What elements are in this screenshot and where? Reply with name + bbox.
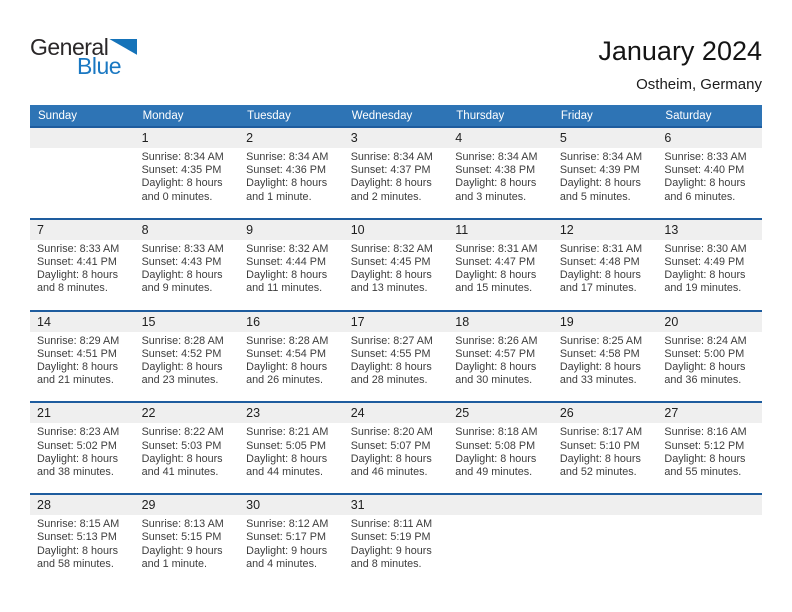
daylight-text: Daylight: 8 hours: [37, 544, 119, 557]
day-number-31: 31: [350, 498, 365, 513]
daylight-text: Daylight: 9 hours: [141, 544, 223, 557]
day-number-27: 27: [664, 406, 679, 421]
day-number-4: 4: [455, 131, 463, 145]
sunset-text: Sunset: 4:41 PM: [37, 256, 117, 269]
daylight-text: and 15 minutes.: [455, 282, 533, 295]
day-details-empty: [30, 151, 135, 204]
sunset-text: Sunset: 5:07 PM: [350, 439, 431, 452]
daylight-text: and 44 minutes.: [246, 466, 323, 479]
day-details-4: [448, 151, 553, 204]
date-band-week-1: [30, 128, 762, 148]
day-number-5: 5: [559, 131, 567, 145]
day-details-17: [344, 335, 449, 388]
sunrise-text: Sunrise: 8:30 AM: [664, 242, 747, 255]
day-number-25: 25: [455, 406, 470, 421]
day-details-8: [135, 243, 240, 296]
daylight-text: Daylight: 8 hours: [455, 452, 537, 465]
title-block: [598, 36, 762, 93]
week-row-4: [30, 401, 762, 493]
day-details-16: [239, 335, 344, 388]
daylight-text: Daylight: 8 hours: [664, 177, 746, 190]
daylight-text: and 26 minutes.: [246, 374, 323, 387]
week-row-1: [30, 126, 762, 218]
sunrise-text: Sunrise: 8:12 AM: [246, 518, 329, 531]
daylight-text: and 55 minutes.: [664, 466, 742, 479]
daylight-text: and 33 minutes.: [559, 374, 637, 387]
sunrise-text: Sunrise: 8:32 AM: [246, 242, 329, 255]
sunset-text: Sunset: 4:39 PM: [559, 164, 640, 177]
daylight-text: Daylight: 8 hours: [559, 269, 641, 282]
sunset-text: Sunset: 4:45 PM: [350, 256, 431, 269]
day-number-18: 18: [455, 314, 470, 329]
daylight-text: and 6 minutes.: [664, 190, 736, 203]
sunset-text: Sunset: 5:08 PM: [455, 439, 536, 452]
sunrise-text: Sunrise: 8:17 AM: [559, 426, 643, 439]
weekday-header-friday: Friday: [560, 109, 593, 122]
sunset-text: Sunset: 5:02 PM: [37, 439, 117, 452]
day-number-28: 28: [37, 498, 51, 513]
sunrise-text: Sunrise: 8:29 AM: [37, 334, 120, 347]
sunset-text: Sunset: 4:40 PM: [664, 164, 745, 177]
sunrise-text: Sunrise: 8:28 AM: [246, 334, 329, 347]
sunrise-text: Sunrise: 8:13 AM: [141, 518, 224, 531]
sunrise-text: Sunrise: 8:23 AM: [37, 426, 120, 439]
day-number-26: 26: [559, 406, 574, 421]
sunset-text: Sunset: 4:35 PM: [141, 164, 222, 177]
daylight-text: and 4 minutes.: [246, 557, 317, 570]
sunset-text: Sunset: 4:38 PM: [455, 164, 536, 177]
day-details-9: [239, 243, 344, 296]
daylight-text: Daylight: 8 hours: [350, 452, 432, 465]
sunset-text: Sunset: 5:03 PM: [141, 439, 222, 452]
week-row-2: [30, 218, 762, 310]
day-details-31: [344, 518, 449, 571]
daylight-text: Daylight: 8 hours: [141, 269, 223, 282]
weekday-header-tuesday: Tuesday: [247, 109, 291, 122]
day-details-3: [344, 151, 449, 204]
sunrise-text: Sunrise: 8:25 AM: [559, 334, 643, 347]
day-number-15: 15: [141, 314, 156, 329]
day-details-20: [657, 335, 762, 388]
daylight-text: and 1 minute.: [246, 190, 312, 203]
daylight-text: Daylight: 8 hours: [246, 269, 328, 282]
day-number-17: 17: [350, 314, 365, 329]
daylight-text: and 36 minutes.: [664, 374, 742, 387]
day-details-2: [239, 151, 344, 204]
daylight-text: and 23 minutes.: [141, 374, 219, 387]
day-details-10: [344, 243, 449, 296]
sunset-text: Sunset: 4:48 PM: [559, 256, 640, 269]
day-details-empty: [553, 518, 658, 571]
daylight-text: and 8 minutes.: [350, 557, 422, 570]
sunset-text: Sunset: 5:10 PM: [559, 439, 640, 452]
date-band-week-4: [30, 403, 762, 423]
day-number-30: 30: [246, 498, 261, 513]
daylight-text: and 2 minutes.: [350, 190, 422, 203]
daylight-text: and 11 minutes.: [246, 282, 323, 295]
daylight-text: and 28 minutes.: [350, 374, 428, 387]
sunrise-text: Sunrise: 8:27 AM: [350, 334, 433, 347]
location-subtitle: Ostheim, Germany: [636, 76, 762, 93]
daylight-text: Daylight: 8 hours: [559, 361, 641, 374]
daylight-text: and 9 minutes.: [141, 282, 213, 295]
daylight-text: Daylight: 8 hours: [664, 361, 746, 374]
day-details-7: [30, 243, 135, 296]
daylight-text: Daylight: 8 hours: [37, 269, 119, 282]
weeks-container: [30, 126, 762, 585]
daylight-text: and 52 minutes.: [559, 466, 637, 479]
daylight-text: Daylight: 8 hours: [350, 361, 432, 374]
daylight-text: Daylight: 8 hours: [455, 177, 537, 190]
day-details-24: [344, 426, 449, 479]
details-band-week-2: [30, 240, 762, 310]
daylight-text: and 0 minutes.: [141, 190, 213, 203]
logo-text-general: General: [30, 34, 109, 60]
day-details-26: [553, 426, 658, 479]
day-number-11: 11: [455, 222, 469, 237]
weekday-header-wednesday: Wednesday: [351, 109, 413, 122]
daylight-text: Daylight: 8 hours: [455, 269, 537, 282]
day-details-14: [30, 335, 135, 388]
day-details-empty: [657, 518, 762, 571]
sunrise-text: Sunrise: 8:31 AM: [559, 242, 643, 255]
day-details-23: [239, 426, 344, 479]
sunrise-text: Sunrise: 8:34 AM: [455, 151, 538, 163]
page-header: [30, 0, 762, 100]
daylight-text: Daylight: 8 hours: [37, 452, 119, 465]
sunrise-text: Sunrise: 8:33 AM: [664, 151, 747, 163]
daylight-text: and 58 minutes.: [37, 557, 114, 570]
day-number-19: 19: [559, 314, 574, 329]
date-band-week-2: [30, 220, 762, 240]
day-number-13: 13: [664, 222, 679, 237]
day-number-21: 21: [37, 406, 51, 421]
day-number-22: 22: [141, 406, 156, 421]
day-details-15: [135, 335, 240, 388]
weekday-header-thursday: Thursday: [456, 109, 505, 122]
day-number-24: 24: [350, 406, 365, 421]
daylight-text: and 1 minute.: [141, 557, 207, 570]
daylight-text: Daylight: 8 hours: [350, 177, 432, 190]
day-details-12: [553, 243, 658, 296]
day-details-18: [448, 335, 553, 388]
day-details-1: [135, 151, 240, 204]
weekday-header-monday: Monday: [142, 109, 184, 122]
day-details-6: [657, 151, 762, 204]
sunrise-text: Sunrise: 8:24 AM: [664, 334, 747, 347]
sunset-text: Sunset: 5:15 PM: [141, 531, 222, 544]
day-number-29: 29: [141, 498, 156, 513]
sunrise-text: Sunrise: 8:20 AM: [350, 426, 433, 439]
date-band-week-5: [30, 495, 762, 515]
daylight-text: and 13 minutes.: [350, 282, 428, 295]
calendar-grid: [30, 105, 762, 585]
day-details-5: [553, 151, 658, 204]
sunset-text: Sunset: 4:58 PM: [559, 347, 640, 360]
daylight-text: Daylight: 8 hours: [350, 269, 432, 282]
sunrise-text: Sunrise: 8:26 AM: [455, 334, 538, 347]
daylight-text: and 19 minutes.: [664, 282, 742, 295]
sunrise-text: Sunrise: 8:22 AM: [141, 426, 224, 439]
sunset-text: Sunset: 5:05 PM: [246, 439, 326, 452]
sunset-text: Sunset: 4:52 PM: [141, 347, 222, 360]
sunset-text: Sunset: 5:13 PM: [37, 531, 117, 544]
sunset-text: Sunset: 4:51 PM: [37, 347, 117, 360]
day-number-9: 9: [246, 222, 254, 237]
sunset-text: Sunset: 4:55 PM: [350, 347, 431, 360]
sunrise-text: Sunrise: 8:32 AM: [350, 242, 433, 255]
daylight-text: and 46 minutes.: [350, 466, 428, 479]
sunset-text: Sunset: 4:43 PM: [141, 256, 222, 269]
sunrise-text: Sunrise: 8:34 AM: [141, 151, 224, 163]
day-details-22: [135, 426, 240, 479]
day-number-16: 16: [246, 314, 261, 329]
general-blue-logo: [30, 36, 137, 78]
sunrise-text: Sunrise: 8:18 AM: [455, 426, 538, 439]
daylight-text: Daylight: 8 hours: [664, 452, 746, 465]
daylight-text: and 3 minutes.: [455, 190, 527, 203]
daylight-text: and 17 minutes.: [559, 282, 637, 295]
sunrise-text: Sunrise: 8:15 AM: [37, 518, 120, 531]
sunrise-text: Sunrise: 8:31 AM: [455, 242, 538, 255]
daylight-text: and 30 minutes.: [455, 374, 533, 387]
daylight-text: Daylight: 8 hours: [141, 361, 223, 374]
daylight-text: Daylight: 8 hours: [141, 177, 223, 190]
day-number-8: 8: [141, 222, 149, 237]
details-band-week-3: [30, 332, 762, 402]
day-details-11: [448, 243, 553, 296]
sunset-text: Sunset: 5:17 PM: [246, 531, 326, 544]
sunset-text: Sunset: 4:37 PM: [350, 164, 431, 177]
day-details-28: [30, 518, 135, 571]
logo-text-blue: Blue: [77, 53, 122, 79]
week-row-3: [30, 310, 762, 402]
day-details-13: [657, 243, 762, 296]
day-details-27: [657, 426, 762, 479]
sunset-text: Sunset: 4:44 PM: [246, 256, 326, 269]
sunrise-text: Sunrise: 8:16 AM: [664, 426, 747, 439]
day-details-empty: [448, 518, 553, 571]
day-number-14: 14: [37, 314, 51, 329]
day-number-3: 3: [350, 131, 358, 145]
daylight-text: Daylight: 9 hours: [246, 544, 328, 557]
sunrise-text: Sunrise: 8:28 AM: [141, 334, 224, 347]
month-title: January 2024: [598, 36, 762, 66]
day-details-30: [239, 518, 344, 571]
daylight-text: Daylight: 8 hours: [559, 452, 641, 465]
sunset-text: Sunset: 5:19 PM: [350, 531, 431, 544]
day-number-20: 20: [664, 314, 679, 329]
daylight-text: and 21 minutes.: [37, 374, 114, 387]
daylight-text: Daylight: 8 hours: [141, 452, 223, 465]
details-band-week-4: [30, 423, 762, 493]
day-number-23: 23: [246, 406, 261, 421]
sunrise-text: Sunrise: 8:34 AM: [246, 151, 329, 163]
weekday-header-sunday: Sunday: [38, 109, 78, 122]
daylight-text: Daylight: 9 hours: [350, 544, 432, 557]
daylight-text: and 41 minutes.: [141, 466, 219, 479]
details-band-week-5: [30, 515, 762, 585]
sunset-text: Sunset: 4:49 PM: [664, 256, 745, 269]
daylight-text: Daylight: 8 hours: [246, 361, 328, 374]
sunrise-text: Sunrise: 8:33 AM: [141, 242, 224, 255]
sunrise-text: Sunrise: 8:11 AM: [350, 518, 433, 531]
daylight-text: and 8 minutes.: [37, 282, 108, 295]
sunrise-text: Sunrise: 8:34 AM: [559, 151, 643, 163]
day-details-25: [448, 426, 553, 479]
sunrise-text: Sunrise: 8:21 AM: [246, 426, 329, 439]
day-details-29: [135, 518, 240, 571]
sunset-text: Sunset: 4:54 PM: [246, 347, 326, 360]
sunrise-text: Sunrise: 8:33 AM: [37, 242, 120, 255]
daylight-text: Daylight: 8 hours: [664, 269, 746, 282]
sunset-text: Sunset: 5:00 PM: [664, 347, 745, 360]
daylight-text: Daylight: 8 hours: [37, 361, 119, 374]
daylight-text: and 5 minutes.: [559, 190, 631, 203]
day-number-2: 2: [246, 131, 254, 145]
daylight-text: Daylight: 8 hours: [559, 177, 641, 190]
sunrise-text: Sunrise: 8:34 AM: [350, 151, 433, 163]
day-number-1: 1: [141, 131, 149, 145]
daylight-text: Daylight: 8 hours: [246, 177, 328, 190]
weekday-header-saturday: Saturday: [665, 109, 712, 122]
daylight-text: and 38 minutes.: [37, 466, 114, 479]
day-number-10: 10: [350, 222, 365, 237]
sunset-text: Sunset: 4:47 PM: [455, 256, 536, 269]
details-band-week-1: [30, 148, 762, 218]
daylight-text: Daylight: 8 hours: [455, 361, 537, 374]
date-band-week-3: [30, 312, 762, 332]
daylight-text: and 49 minutes.: [455, 466, 533, 479]
sunset-text: Sunset: 5:12 PM: [664, 439, 745, 452]
sunset-text: Sunset: 4:57 PM: [455, 347, 536, 360]
week-row-5: [30, 493, 762, 585]
day-number-12: 12: [559, 222, 574, 237]
sunset-text: Sunset: 4:36 PM: [246, 164, 326, 177]
day-number-6: 6: [664, 131, 672, 145]
day-number-7: 7: [37, 222, 44, 237]
weekday-header-row: [30, 105, 762, 126]
day-details-19: [553, 335, 658, 388]
day-details-21: [30, 426, 135, 479]
daylight-text: Daylight: 8 hours: [246, 452, 328, 465]
